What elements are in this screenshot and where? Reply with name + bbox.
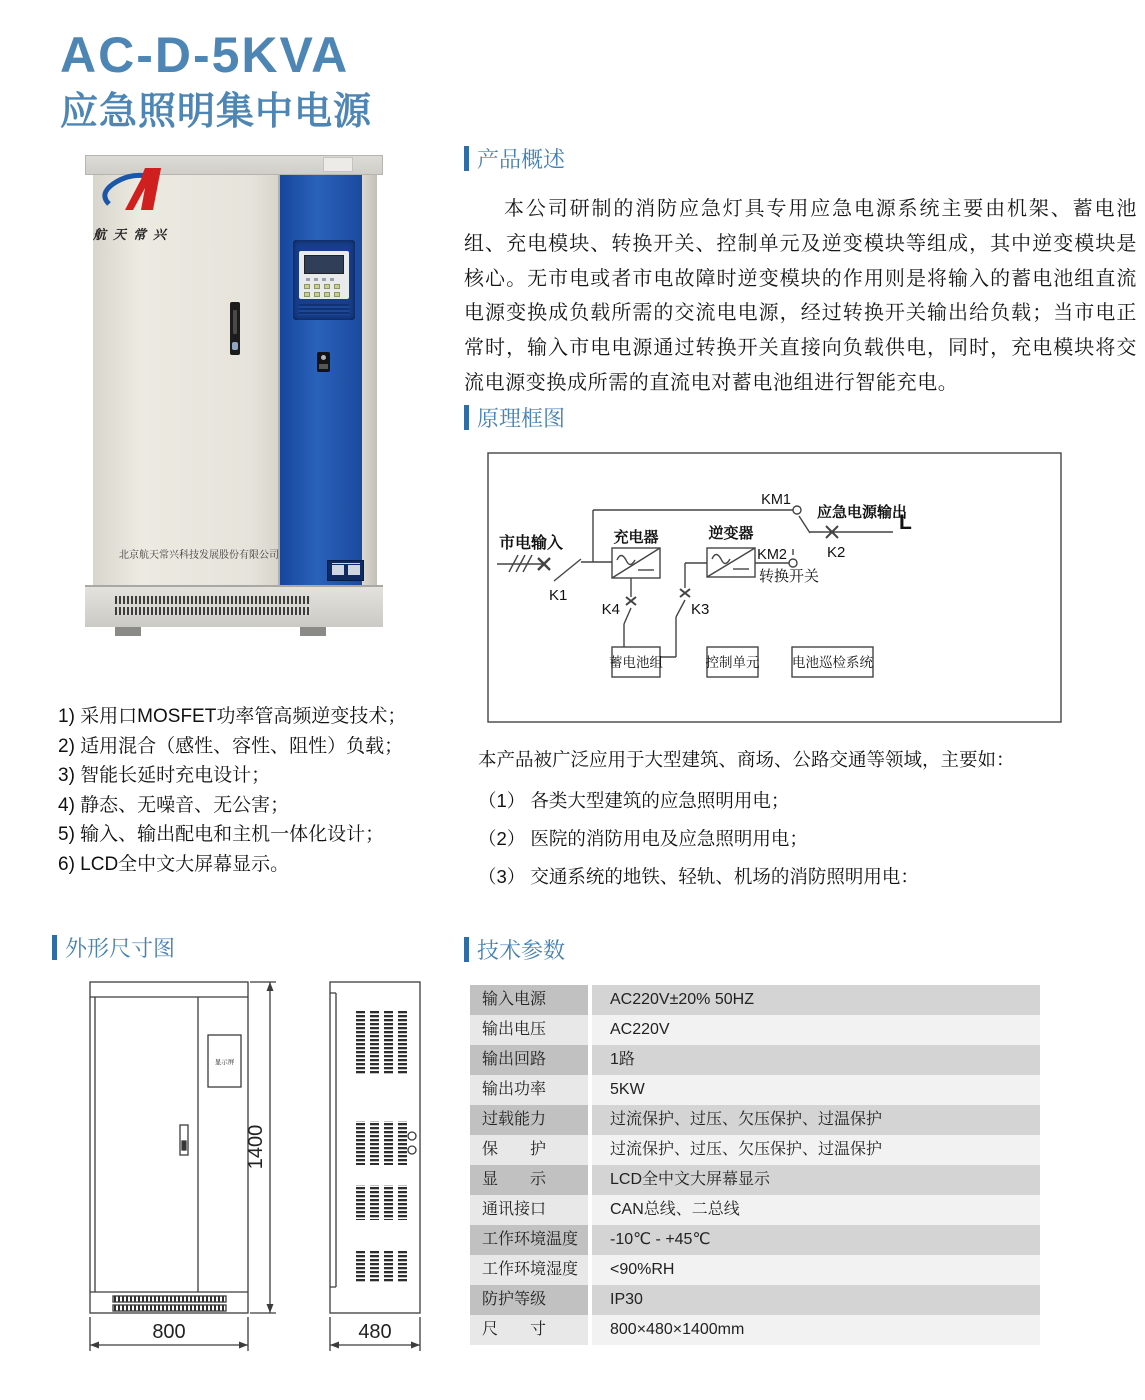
spec-label: 通讯接口: [470, 1195, 588, 1225]
specs-table: [470, 985, 1040, 1345]
spec-value: CAN总线、二总线: [592, 1195, 1040, 1225]
handle-keyhole: [232, 342, 238, 350]
lock-plate: [319, 364, 328, 369]
spec-label: 防护等级: [470, 1285, 588, 1315]
spec-label: 输出功率: [470, 1075, 588, 1105]
list-item: 6) LCD全中文大屏幕显示。: [58, 853, 290, 875]
spec-row: [470, 1255, 1040, 1285]
overview-paragraph: 本公司研制的消防应急灯具专用应急电源系统主要由机架、蓄电池组、充电模块、转换开关、控制单元及逆变模块等组成，其中逆变模块是核心。无市电或者市电故障时逆变模块的作用则是将输入的蓄电池组直流电源变换成负载所需的交流电电源，经过转换开关输出给负载；当市电正常时，输入市电电源通过转换开关直接向负载供电，同时，充电模块将交流电源变换成所需的直流电对蓄电池组进行智能充电。: [464, 198, 1137, 394]
spec-value: 5KW: [592, 1075, 1040, 1105]
spec-label: 尺 寸: [470, 1315, 588, 1345]
panel-button-row: [304, 284, 340, 289]
base-vent-strip: [115, 607, 311, 615]
spec-row: [470, 1315, 1040, 1345]
spec-row: [470, 1075, 1040, 1105]
section-header-dimensions: [52, 932, 175, 963]
principle-diagram: [487, 452, 1063, 724]
section-bar: [464, 146, 469, 171]
section-title: 技术参数: [477, 938, 566, 963]
spec-value: AC220V±20% 50HZ: [592, 985, 1040, 1015]
cabinet-top-label: [323, 157, 353, 172]
brand-logo-icon: [95, 158, 175, 222]
applications-intro: 本产品被广泛应用于大型建筑、商场、公路交通等领域，主要如：: [478, 749, 1015, 770]
section-bar: [464, 405, 469, 430]
dimension-width-label: 800: [152, 1321, 186, 1343]
diagram-label-output: 应急电源输出: [817, 504, 908, 521]
spec-label: 输入电源: [470, 985, 588, 1015]
section-title: 产品概述: [477, 147, 566, 172]
rating-plate: [327, 560, 364, 581]
spec-value: 1路: [592, 1045, 1040, 1075]
spec-label: 显 示: [470, 1165, 588, 1195]
diagram-label-L: L: [899, 511, 912, 534]
section-header-diagram: [464, 402, 565, 433]
lock-keyhole: [321, 355, 326, 360]
list-item: （2） 医院的消防用电及应急照明用电；: [478, 828, 808, 849]
product-photo: [75, 140, 395, 670]
diagram-label-battery: 蓄电池组: [609, 655, 663, 670]
diagram-label-control: 控制单元: [705, 655, 760, 670]
brand-name-text: 航天常兴: [93, 227, 174, 242]
dimension-height-label: 1400: [245, 1124, 267, 1170]
spec-row: [470, 1165, 1040, 1195]
section-header-specs: [464, 934, 565, 965]
spec-row: [470, 1015, 1040, 1045]
spec-label: 保 护: [470, 1135, 588, 1165]
spec-row: [470, 1285, 1040, 1315]
section-bar: [464, 937, 469, 962]
section-title: 原理框图: [477, 406, 566, 431]
diagram-label-km1: KM1: [761, 492, 791, 508]
list-item: 2) 适用混合（感性、容性、阻性）负载；: [58, 735, 404, 757]
panel-indicator-row: [306, 278, 334, 281]
diagram-label-transfer-switch: 转换开关: [758, 568, 820, 585]
diagram-label-k4: K4: [601, 601, 620, 618]
list-item: 1) 采用口MOSFET功率管高频逆变技术；: [58, 706, 407, 727]
diagram-label-k1: K1: [549, 587, 568, 604]
spec-value: 800×480×1400mm: [592, 1315, 1040, 1345]
cabinet-base: [85, 585, 383, 627]
spec-row: [470, 1105, 1040, 1135]
list-item: 4) 静态、无噪音、无公害；: [58, 794, 290, 816]
section-bar: [52, 935, 57, 960]
spec-value: -10℃ - +45℃: [592, 1225, 1040, 1255]
spec-value: AC220V: [592, 1015, 1040, 1045]
diagram-label-k2: K2: [827, 544, 846, 561]
cabinet-foot: [115, 627, 141, 636]
spec-value: LCD全中文大屏幕显示: [592, 1165, 1040, 1195]
spec-label: 输出回路: [470, 1045, 588, 1075]
spec-value: 过流保护、过压、欠压保护、过温保护: [592, 1105, 1040, 1135]
product-subtitle: 应急照明集中电源: [60, 91, 373, 133]
list-item: 3) 智能长延时充电设计；: [58, 765, 271, 786]
diagram-label-inspection: 电池巡检系统: [792, 655, 873, 670]
dimension-depth-label: 480: [358, 1321, 392, 1343]
spec-row: [470, 1045, 1040, 1075]
applications-list: [478, 782, 1145, 896]
spec-label: 输出电压: [470, 1015, 588, 1045]
spec-label: 工作环境温度: [470, 1225, 588, 1255]
lcd-screen: [304, 255, 344, 274]
spec-row: [470, 1195, 1040, 1225]
diagram-label-k3: K3: [691, 601, 710, 618]
handle-slot: [233, 310, 237, 334]
spec-row: [470, 1135, 1040, 1165]
spec-label: 过载能力: [470, 1105, 588, 1135]
cabinet-foot: [300, 627, 326, 636]
section-header-overview: [464, 143, 565, 174]
base-vent-strip: [115, 596, 311, 604]
spec-value: 过流保护、过压、欠压保护、过温保护: [592, 1135, 1040, 1165]
diagram-label-km2: KM2: [757, 547, 787, 563]
spec-label: 工作环境湿度: [470, 1255, 588, 1285]
company-name-text: 北京航天常兴科技发展股份有限公司: [119, 550, 279, 561]
list-item: 5) 输入、输出配电和主机一体化设计；: [58, 824, 385, 845]
panel-vent-lines: [299, 304, 349, 315]
diagram-label-mains: 市电输入: [499, 535, 564, 552]
dimension-drawing: [78, 975, 438, 1375]
features-list: [58, 702, 508, 879]
diagram-label-inverter: 逆变器: [708, 525, 754, 542]
cabinet-panel-blue: [280, 175, 362, 587]
list-item: （1） 各类大型建筑的应急照明用电；: [478, 790, 790, 811]
spec-value: IP30: [592, 1285, 1040, 1315]
product-model-title: AC-D-5KVA: [60, 27, 350, 83]
cabinet-side-edge: [362, 175, 377, 587]
panel-button-row: [304, 292, 340, 297]
list-item: （3） 交通系统的地铁、轻轨、机场的消防照明用电：: [478, 866, 919, 887]
dimension-screen-label: 显示屏: [214, 1059, 235, 1066]
spec-value: <90%RH: [592, 1255, 1040, 1285]
spec-row: [470, 1225, 1040, 1255]
section-title: 外形尺寸图: [65, 936, 176, 961]
diagram-label-charger: 充电器: [613, 529, 659, 546]
spec-row: [470, 985, 1040, 1015]
